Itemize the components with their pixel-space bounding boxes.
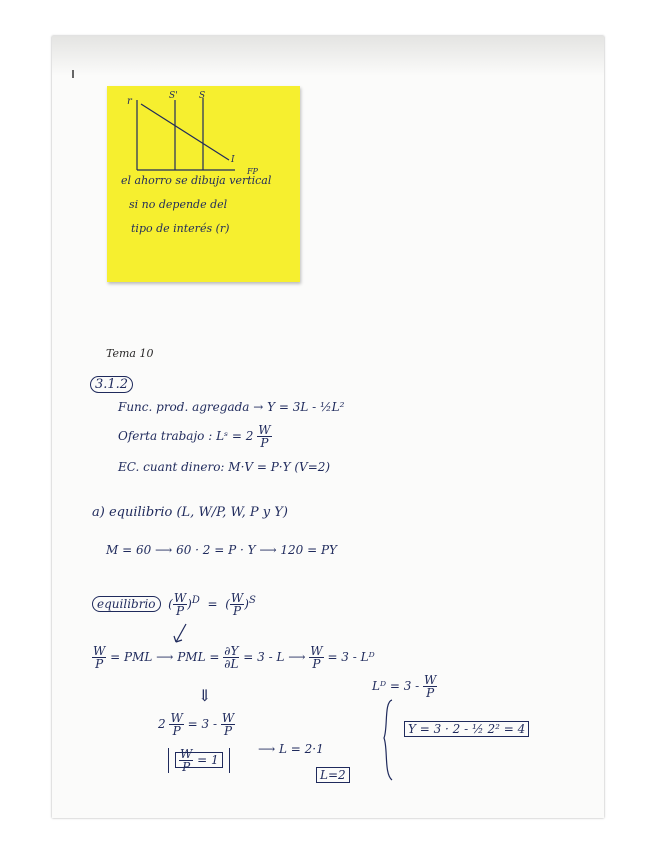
two-w-num2: W — [221, 711, 235, 725]
equilibrio-label: equilibrio — [92, 596, 161, 612]
eq-right-den: P — [233, 604, 242, 618]
pml-dy-frac — [223, 645, 239, 670]
result-wp-inner — [175, 747, 223, 774]
ec-cuant-line: EC. cuant dinero: M·V = P·Y (V=2) — [118, 460, 331, 474]
tema-heading: Tema 10 — [106, 347, 154, 360]
result-wp-box — [168, 748, 230, 773]
two-w-num: W — [170, 711, 183, 725]
eq-frac-left — [173, 592, 187, 617]
pml-w-num: W — [310, 644, 323, 658]
two-w-line — [158, 712, 235, 737]
exercise-label — [90, 377, 133, 392]
eq-left-den: P — [175, 604, 185, 618]
sticky-note — [107, 86, 300, 282]
equilibrio-line: equilibrio ( $\frac{W}{P}$ )$^D$ = ( $\frac{W}{P}$ )$^S$ — [92, 592, 256, 617]
two-w-prefix: 2 — [158, 717, 166, 731]
ls-num: W — [424, 673, 437, 687]
label-s-prime: S' — [169, 91, 178, 101]
brace — [378, 698, 396, 782]
result-wp-frac — [179, 748, 193, 773]
slash-arrow — [170, 622, 190, 646]
func-prod-line: Func. prod. agregada → Y = 3L - ½L² — [118, 400, 345, 414]
pml-lead-frac — [92, 645, 106, 670]
two-w-den: P — [172, 724, 181, 738]
l-equation: ⟶ L = 2·1 — [258, 742, 324, 756]
two-w-frac2 — [221, 712, 235, 737]
y-result-wrap — [404, 722, 529, 736]
note-line-2: si no depende del — [129, 198, 228, 211]
ls-line — [372, 674, 437, 699]
pml-tail: = 3 - L ⟶ — [243, 650, 306, 664]
ls-frac — [423, 674, 437, 699]
pml-w-frac — [309, 645, 323, 670]
eq-frac-right — [230, 592, 244, 617]
pml-dy-num: ∂Y — [224, 644, 239, 658]
oferta-prefix: Oferta trabajo : Lˢ = 2 — [118, 429, 254, 443]
label-s: S — [199, 91, 206, 101]
eq-sup-s: S — [248, 595, 256, 606]
two-w-frac — [169, 712, 183, 737]
two-w-mid: = 3 - — [187, 717, 218, 731]
eq-equals: = — [207, 597, 218, 611]
oferta-den: P — [260, 436, 269, 450]
pml-mid: = PML ⟶ PML = — [110, 650, 220, 664]
label-i: I — [231, 155, 235, 165]
pml-line — [92, 645, 375, 670]
down-arrow: ⇓ — [198, 686, 212, 705]
pml-lead-num: W — [93, 644, 106, 658]
oferta-trabajo-line — [118, 424, 272, 449]
pml-dy-den: ∂L — [224, 657, 239, 671]
eq-sup-d: D — [191, 595, 200, 606]
label-r: r — [127, 96, 132, 107]
l-boxed-wrap — [316, 768, 350, 782]
pml-w-den: P — [312, 657, 321, 671]
result-wp-den: P — [182, 760, 191, 774]
ls-prefix: Lᴰ = 3 - — [372, 679, 420, 693]
pml-end: = 3 - Lᴰ — [327, 650, 375, 664]
two-w-den2: P — [223, 724, 233, 738]
label-fp: FP — [247, 167, 258, 176]
page-top-shadow — [52, 36, 604, 76]
oferta-fraction — [257, 424, 271, 449]
exercise-number: 3.1.2 — [90, 376, 133, 393]
ls-den: P — [426, 686, 435, 700]
page-mark — [72, 70, 74, 78]
investment-curve — [141, 104, 229, 160]
eq-left-num: W — [173, 591, 187, 605]
result-wp-val: = 1 — [197, 753, 219, 767]
note-line-3: tipo de interés (r) — [131, 222, 230, 235]
y-result: Y = 3 · 2 - ½ 2² = 4 — [404, 721, 529, 737]
note-line-1: el ahorro se dibuja vertical — [121, 174, 272, 187]
pml-lead-den: P — [95, 657, 104, 671]
oferta-num: W — [258, 423, 271, 437]
eq-right-num: W — [230, 591, 244, 605]
l-boxed: L=2 — [316, 767, 350, 783]
money-line: M = 60 ⟶ 60 · 2 = P · Y ⟶ 120 = PY — [106, 543, 337, 557]
result-wp-num: W — [180, 747, 193, 761]
part-a-line: a) equilibrio (L, W/P, W, P y Y) — [92, 505, 288, 520]
